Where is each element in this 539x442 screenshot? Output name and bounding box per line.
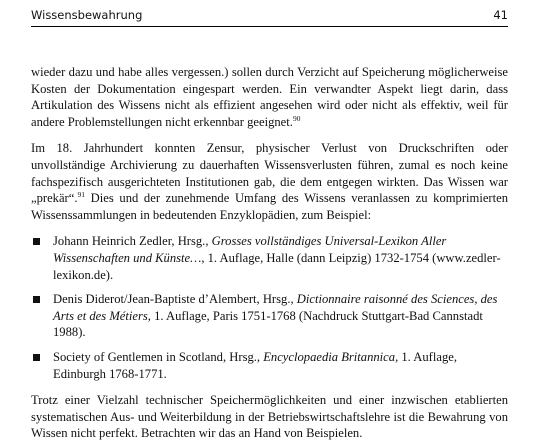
paragraph-1-text: wieder dazu und habe alles vergessen.) sollen durch Verzicht auf Speicherung möglicherweise Kosten der Dokumentation eingespart werden. Ein verwandter Aspekt liegt darin, dass Artikulation des Wissens nicht als effizient angesehen wird oder nicht als effektiv, weil für andere Problemstellungen nicht erkennbar geeignet. — [31, 65, 508, 129]
list-item — [31, 349, 508, 382]
paragraph-3: Trotz einer Vielzahl technischer Speichermöglichkeiten und einer inzwischen etablierten systematischen Aus- und Weiterbildung in der Betriebswirtschaftslehre ist die Bewahrung von Wissen nicht perfekt. Betrachten wir das an Hand von Beispielen. — [31, 393, 508, 441]
list-item-details: , 1. Auflage, Edinburgh 1768-1771. — [53, 349, 457, 381]
page-number: 41 — [493, 8, 508, 22]
paragraph-1 — [31, 64, 508, 130]
paragraph-2 — [31, 140, 508, 223]
square-bullet-icon — [33, 354, 40, 361]
list-item-title: Dictionnaire raisonné des Sciences, des Arts et des Métiers — [53, 292, 498, 323]
list-item-title: Grosses vollständiges Universal-Lexikon Aller Wissenschaften und Künste… — [53, 234, 447, 265]
header-title: Wissensbewahrung — [31, 8, 143, 22]
list-item — [31, 233, 508, 283]
list-item-details: , 1. Auflage, Halle (dann Leipzig) 1732-1754 (www.zedler-lexikon.de). — [53, 250, 501, 282]
list-item-title: Encyclopaedia Britannica — [263, 349, 396, 364]
square-bullet-icon — [33, 296, 40, 303]
list-item-details: , 1. Auflage, Paris 1751-1768 (Nachdruck Stuttgart-Bad Cannstadt 1988). — [53, 308, 483, 340]
square-bullet-icon — [33, 238, 40, 245]
list-item — [31, 291, 508, 341]
list-item-author: Denis Diderot/Jean-Baptiste d’Alembert, Hrsg., — [53, 292, 297, 307]
body-text — [31, 64, 508, 442]
encyclopedia-list — [31, 233, 508, 382]
running-header — [31, 8, 508, 27]
paragraph-2-text-a: Im 18. Jahrhundert konnten Zensur, physischer Verlust von Druckschriften oder unvollständige Archivierung zu dauerhaften Wissensverlusten führen, zumal es noch keine fachspezifisch ausgerichteten Institutionen gab, die dem entgegen wirkten. Das Wissen war „prekär“. — [31, 141, 508, 206]
list-item-author: Society of Gentlemen in Scotland, Hrsg., — [53, 349, 264, 364]
footnote-ref-90[interactable]: 90 — [292, 113, 301, 123]
footnote-ref-91[interactable]: 91 — [77, 189, 85, 199]
paragraph-2-text-b: Dies und der zunehmende Umfang des Wissens veranlassen zu komprimierten Wissenssammlungen in bedeutenden Enzyklopädien, zum Beispiel: — [31, 191, 508, 222]
list-item-author: Johann Heinrich Zedler, Hrsg., — [53, 234, 212, 249]
